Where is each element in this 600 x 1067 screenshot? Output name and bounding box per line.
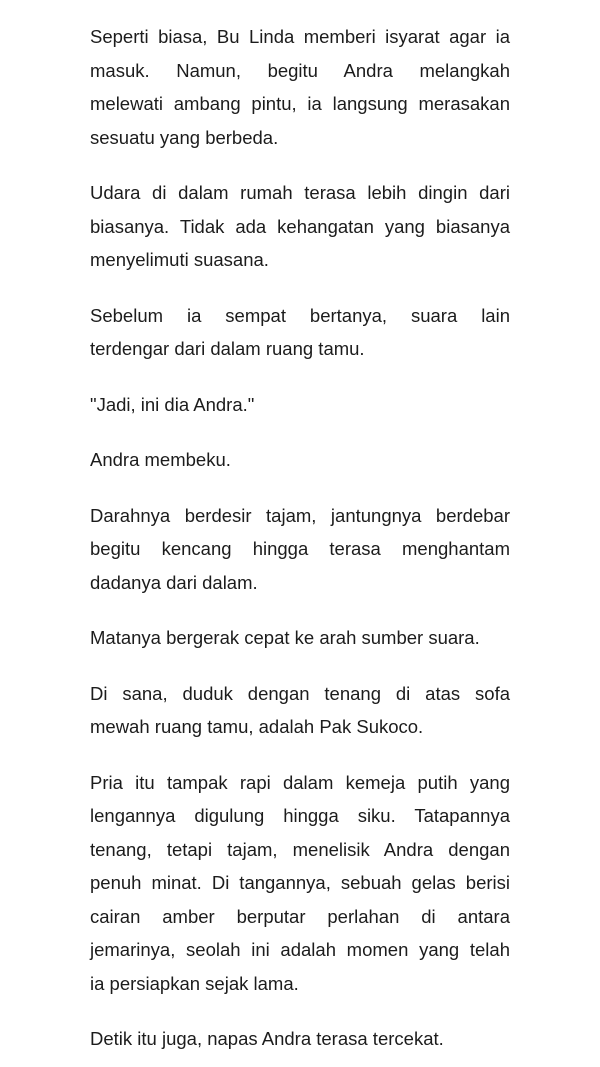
paragraph: [90, 677, 510, 744]
text-line: penuh minat. Di tangannya, sebuah gelas berisi: [90, 872, 510, 893]
text-line: masuk. Namun, begitu Andra melangkah: [90, 59, 510, 81]
text-line: Seperti biasa, Bu Linda memberi isyarat agar ia: [90, 26, 510, 47]
text-line: tenang, tetapi tajam, menelisik Andra dengan: [90, 838, 510, 860]
text-line: "Jadi, ini dia Andra.": [90, 393, 255, 415]
paragraph: [90, 766, 510, 1001]
paragraph: [90, 299, 510, 366]
text-line: Darahnya berdesir tajam, jantungnya berdebar: [90, 504, 510, 526]
text-line: Di sana, duduk dengan tenang di atas sofa: [90, 682, 510, 704]
text-line: Pria itu tampak rapi dalam kemeja putih yang: [90, 771, 510, 793]
text-line: melewati ambang pintu, ia langsung merasakan: [90, 93, 510, 114]
text-line: Matanya bergerak cepat ke arah sumber suara.: [90, 627, 480, 648]
text-line: sesuatu yang berbeda.: [90, 126, 279, 148]
text-line: jemarinya, seolah ini adalah momen yang telah: [90, 939, 510, 960]
text-line: terdengar dari dalam ruang tamu.: [90, 338, 365, 359]
text-line: cairan amber berputar perlahan di antara: [90, 905, 510, 927]
text-line: mewah ruang tamu, adalah Pak Sukoco.: [90, 716, 424, 737]
text-line: Udara di dalam rumah terasa lebih dingin dari: [90, 182, 510, 203]
text-line: menyelimuti suasana.: [90, 249, 269, 270]
paragraph: [90, 388, 510, 422]
text-line: lengannya digulung hingga siku. Tatapannya: [90, 805, 510, 826]
paragraph: [90, 20, 510, 154]
text-line: Sebelum ia sempat bertanya, suara lain: [90, 304, 510, 326]
text-line: Detik itu juga, napas Andra terasa tercekat.: [90, 1028, 444, 1049]
paragraph: [90, 499, 510, 600]
paragraph: [90, 443, 510, 477]
text-line: ia persiapkan sejak lama.: [90, 972, 299, 994]
text-line: biasanya. Tidak ada kehangatan yang biasanya: [90, 215, 510, 237]
paragraph: [90, 1022, 510, 1056]
text-line: begitu kencang hingga terasa menghantam: [90, 538, 510, 559]
paragraph: [90, 621, 510, 655]
text-line: dadanya dari dalam.: [90, 571, 258, 593]
paragraph: [90, 176, 510, 277]
text-line: Andra membeku.: [90, 449, 231, 470]
